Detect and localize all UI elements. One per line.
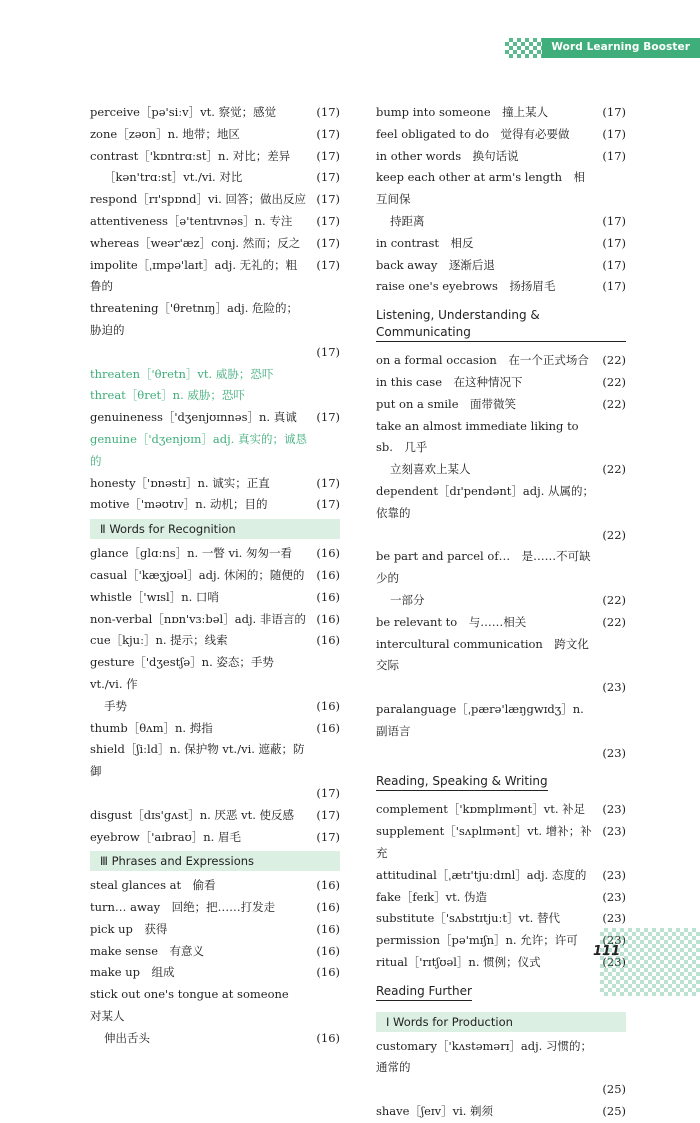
entry-continuation: 伸出舌头: [104, 1030, 150, 1045]
section-reading-further: Reading Further: [376, 983, 472, 1001]
vocab-entry: [90, 609, 340, 631]
entry-page-ref: (23): [602, 933, 626, 948]
entry-page-ref: (17): [602, 148, 626, 163]
vocab-entry: [376, 394, 626, 416]
entry-spacer: [90, 783, 308, 805]
entry-page-ref: (17): [316, 344, 340, 359]
vocab-entry: [90, 652, 340, 717]
entry-page-ref: (17): [602, 213, 626, 228]
entry-text: keep each other at arm's length 相互间保: [376, 170, 586, 207]
vocab-entry: [90, 897, 340, 919]
entry-page-ref: (17): [602, 279, 626, 294]
entry-page-ref: (17): [316, 785, 340, 800]
entry-text: whistle［'wɪsl］n. 口哨: [90, 589, 219, 604]
entry-text: motive［'məʊtɪv］n. 动机；目的: [90, 497, 268, 512]
vocab-entry: [376, 233, 626, 255]
vocab-entry: [90, 630, 340, 652]
vocab-entry: [376, 124, 626, 146]
entry-page-ref: (16): [316, 567, 340, 582]
vocab-entry: [90, 543, 340, 565]
entry-page-ref: (25): [602, 1082, 626, 1097]
vocab-entry: [376, 908, 626, 930]
entry-text: complement［'kɒmplɪmənt］vt. 补足: [376, 802, 586, 817]
entry-text: gesture［'dʒestʃə］n. 姿态；手势 vt./vi. 作: [90, 655, 274, 691]
entry-text: honesty［'ɒnəstɪ］n. 诚实；正直: [90, 475, 270, 490]
vocab-entry: [376, 930, 626, 952]
entry-text: in other words 换句话说: [376, 148, 519, 163]
entry-text: genuineness［'dʒenjʊɪnnəs］n. 真诚: [90, 410, 297, 425]
entry-page-ref: (16): [316, 921, 340, 936]
entry-page-ref: (22): [602, 396, 626, 411]
entry-page-ref: (22): [602, 353, 626, 368]
entry-text: bump into someone 撞上某人: [376, 105, 549, 119]
vocab-entry: [376, 1101, 626, 1123]
entry-text: supplement［'sʌplɪmənt］vt. 增补；补充: [376, 824, 592, 860]
vocab-entry: [90, 473, 340, 495]
entry-text: impolite［ˌɪmpə'laɪt］adj. 无礼的；粗鲁的: [90, 257, 298, 294]
entry-page-ref: (16): [316, 611, 340, 626]
vocab-entry: [90, 919, 340, 941]
section-words-production: Ⅰ Words for Production: [376, 1012, 626, 1032]
entry-text: make sense 有意义: [90, 943, 205, 958]
entry-text: in this case 在这种情况下: [376, 374, 523, 389]
section-phrases-expressions: Ⅲ Phrases and Expressions: [90, 851, 340, 871]
entry-page-ref: (17): [316, 807, 340, 822]
entry-text: threaten［'θretn］vt. 威胁；恐吓: [90, 366, 274, 381]
vocab-entry: [90, 167, 340, 189]
entry-text: steal glances at 偷看: [90, 878, 216, 893]
entry-list-4: [376, 102, 626, 298]
vocab-entry: [376, 952, 626, 974]
entry-spacer: [376, 1079, 594, 1101]
page-number: 111: [593, 944, 621, 959]
entry-text: casual［'kæʒjʊəl］adj. 休闲的；随便的: [90, 567, 305, 582]
entry-text: ［kən'trɑːst］vt./vi. 对比: [104, 170, 243, 185]
entry-page-ref: (23): [602, 954, 626, 969]
entry-list-2: [90, 543, 340, 848]
entry-text: dependent［dɪ'pendənt］adj. 从属的；依靠的: [376, 483, 594, 520]
vocab-entry: [376, 276, 626, 298]
entry-page-ref: (17): [316, 126, 340, 141]
entry-text: genuine［'dʒenjʊɪn］adj. 真实的；诚恳的: [90, 431, 307, 468]
entry-text: shave［ʃeɪv］vi. 剃须: [376, 1104, 494, 1119]
entry-page-ref: (22): [602, 374, 626, 389]
entry-page-ref: (22): [602, 614, 626, 629]
entry-page-ref: (17): [316, 257, 340, 272]
entry-list-3: [90, 875, 340, 1049]
vocab-entry: [376, 372, 626, 394]
entry-page-ref: (22): [602, 462, 626, 477]
entry-text: whereas［weər'æz］conj. 然而；反之: [90, 235, 301, 250]
entry-text: take an almost immediate liking to sb. 几乎: [376, 418, 579, 455]
vocab-entry: [90, 211, 340, 233]
vocab-entry: [90, 565, 340, 587]
vocab-entry: [376, 102, 626, 124]
entry-text: eyebrow［'aɪbraʊ］n. 眉毛: [90, 829, 241, 844]
entry-page-ref: (16): [316, 633, 340, 648]
entry-text: substitute［'sʌbstɪtjuːt］vt. 替代: [376, 911, 560, 926]
vocab-entry: [376, 1036, 626, 1101]
vocab-entry: [90, 827, 340, 849]
entry-text: pick up 获得: [90, 921, 168, 936]
entry-spacer: [376, 677, 594, 699]
entry-text: intercultural communication 跨文化交际: [376, 636, 589, 673]
vocab-entry: [376, 255, 626, 277]
entry-text: thumb［θʌm］n. 拇指: [90, 720, 213, 735]
left-column: [90, 102, 340, 1050]
entry-text: in contrast 相反: [376, 235, 474, 250]
entry-text: attentiveness［ə'tentɪvnəs］n. 专注: [90, 213, 293, 228]
vocab-entry: [376, 481, 626, 546]
vocab-entry: [90, 739, 340, 804]
vocab-entry: [90, 255, 340, 299]
entry-continuation: 手势: [104, 698, 127, 713]
vocab-entry: [90, 718, 340, 740]
entry-text: cue［kjuː］n. 提示；线索: [90, 633, 228, 648]
section-banner: [542, 38, 700, 58]
vocab-entry: [90, 875, 340, 897]
vocab-entry: [90, 146, 340, 168]
entry-page-ref: (23): [602, 824, 626, 839]
vocab-entry: [90, 102, 340, 124]
entry-page-ref: (23): [602, 867, 626, 882]
entry-page-ref: (23): [602, 802, 626, 817]
entry-page-ref: (17): [316, 192, 340, 207]
entry-spacer: [376, 525, 594, 547]
entry-text: paralanguage［ˌpærə'læŋgwɪdʒ］n. 副语言: [376, 701, 584, 738]
entry-page-ref: (17): [316, 410, 340, 425]
vocab-entry: [90, 587, 340, 609]
vocab-entry: [376, 799, 626, 821]
vocab-entry: [376, 634, 626, 699]
entry-text: be part and parcel of… 是……不可缺少的: [376, 549, 591, 586]
entry-page-ref: (17): [602, 257, 626, 272]
entry-spacer: [376, 743, 594, 765]
vocab-entry: [376, 612, 626, 634]
entry-page-ref: (22): [602, 527, 626, 542]
entry-page-ref: (17): [316, 148, 340, 163]
vocab-entry: [90, 494, 340, 516]
entry-page-ref: (22): [602, 592, 626, 607]
entry-page-ref: (16): [316, 943, 340, 958]
entry-text: zone［zəʊn］n. 地带；地区: [90, 126, 240, 141]
entry-page-ref: (23): [602, 680, 626, 695]
vocab-entry: [90, 364, 340, 386]
vocab-entry: [90, 385, 340, 407]
entry-continuation: 一部分: [390, 592, 425, 607]
entry-text: threat［θret］n. 威胁；恐吓: [90, 388, 245, 403]
entry-text: raise one's eyebrows 扬扬眉毛: [376, 279, 556, 294]
section-listening: Listening, Understanding & Communicating: [376, 307, 626, 342]
vocab-entry: [376, 350, 626, 372]
banner-title: Word Learning Booster: [551, 41, 690, 53]
entry-page-ref: (17): [316, 829, 340, 844]
vocab-entry: [376, 546, 626, 611]
vocab-entry: [90, 124, 340, 146]
entry-page-ref: (17): [316, 213, 340, 228]
entry-page-ref: (17): [316, 475, 340, 490]
vocab-entry: [376, 821, 626, 865]
vocab-entry: [90, 962, 340, 984]
entry-page-ref: (16): [316, 698, 340, 713]
entry-text: respond［rɪ'spɒnd］vi. 回答；做出反应: [90, 192, 306, 207]
entry-page-ref: (17): [316, 170, 340, 185]
entry-text: make up 组成: [90, 965, 175, 980]
checker-decoration-bottom: [600, 928, 700, 996]
entry-page-ref: (16): [316, 965, 340, 980]
vocab-entry: [376, 167, 626, 232]
entry-text: glance［glɑːns］n. 一瞥 vi. 匆匆一看: [90, 546, 292, 561]
vocab-entry: [90, 407, 340, 429]
entry-text: be relevant to 与……相关: [376, 614, 527, 629]
entry-page-ref: (25): [602, 1104, 626, 1119]
entry-page-ref: (17): [602, 126, 626, 141]
section-words-recognition: Ⅱ Words for Recognition: [90, 519, 340, 539]
entry-text: threatening［'θretnɪŋ］adj. 危险的；胁迫的: [90, 301, 299, 337]
entry-text: contrast［'kɒntrɑːst］n. 对比；差异: [90, 148, 291, 163]
entry-text: non-verbal［nɒn'vɜːbəl］adj. 非语言的: [90, 611, 306, 626]
entry-text: feel obligated to do 觉得有必要做: [376, 126, 570, 141]
entry-text: attitudinal［ˌætɪ'tjuːdɪnl］adj. 态度的: [376, 867, 587, 882]
vocab-entry: [376, 699, 626, 764]
entry-continuation: 持距离: [390, 213, 425, 228]
section-reading-speaking: Reading, Speaking & Writing: [376, 773, 548, 791]
entry-list-6: [376, 799, 626, 973]
entry-page-ref: (17): [602, 235, 626, 250]
entry-text: ritual［'rɪtʃʊəl］n. 惯例；仪式: [376, 954, 541, 969]
entry-page-ref: (17): [316, 235, 340, 250]
vocab-entry: [376, 887, 626, 909]
vocab-entry: [90, 233, 340, 255]
entry-page-ref: (17): [316, 497, 340, 512]
entry-page-ref: (17): [316, 105, 340, 119]
entry-text: permission［pə'mɪʃn］n. 允许；许可: [376, 933, 578, 948]
vocab-entry: [90, 189, 340, 211]
entry-text: shield［ʃiːld］n. 保护物 vt./vi. 遮蔽；防御: [90, 742, 305, 779]
entry-text: put on a smile 面带微笑: [376, 396, 517, 411]
entry-text: disgust［dɪs'gʌst］n. 厌恶 vt. 使反感: [90, 807, 295, 822]
entry-continuation: 立刻喜欢上某人: [390, 462, 471, 477]
entry-page-ref: (16): [316, 546, 340, 561]
entry-text: back away 逐渐后退: [376, 257, 495, 272]
entry-text: perceive［pə'siːv］vt. 察觉；感觉: [90, 105, 277, 119]
entry-page-ref: (16): [316, 878, 340, 893]
vocab-entry: [376, 865, 626, 887]
entry-page-ref: (16): [316, 1030, 340, 1045]
entry-text: on a formal occasion 在一个正式场合: [376, 353, 589, 368]
entry-text: stick out one's tongue at someone 对某人: [90, 987, 301, 1024]
vocab-entry: [90, 984, 340, 1049]
entry-list-1: [90, 102, 340, 516]
entry-text: customary［'kʌstəmərɪ］adj. 习惯的；通常的: [376, 1038, 592, 1075]
entry-page-ref: (23): [602, 889, 626, 904]
entry-list-5: [376, 350, 626, 764]
right-column: [376, 102, 626, 1123]
entry-page-ref: (23): [602, 911, 626, 926]
checker-decoration-top: [505, 38, 547, 58]
entry-page-ref: (17): [602, 105, 626, 119]
entry-page-ref: (16): [316, 900, 340, 915]
entry-page-ref: (23): [602, 745, 626, 760]
entry-list-7: [376, 1036, 626, 1123]
entry-page-ref: (16): [316, 720, 340, 735]
vocab-entry: [90, 429, 340, 473]
vocab-entry: [90, 941, 340, 963]
entry-text: turn… away 回绝；把……打发走: [90, 900, 276, 915]
vocab-entry: [90, 805, 340, 827]
vocab-entry: [376, 416, 626, 481]
vocab-entry: [90, 298, 340, 363]
vocab-entry: [376, 146, 626, 168]
entry-text: fake［feɪk］vt. 伪造: [376, 889, 488, 904]
entry-spacer: [90, 342, 308, 364]
entry-page-ref: (16): [316, 589, 340, 604]
